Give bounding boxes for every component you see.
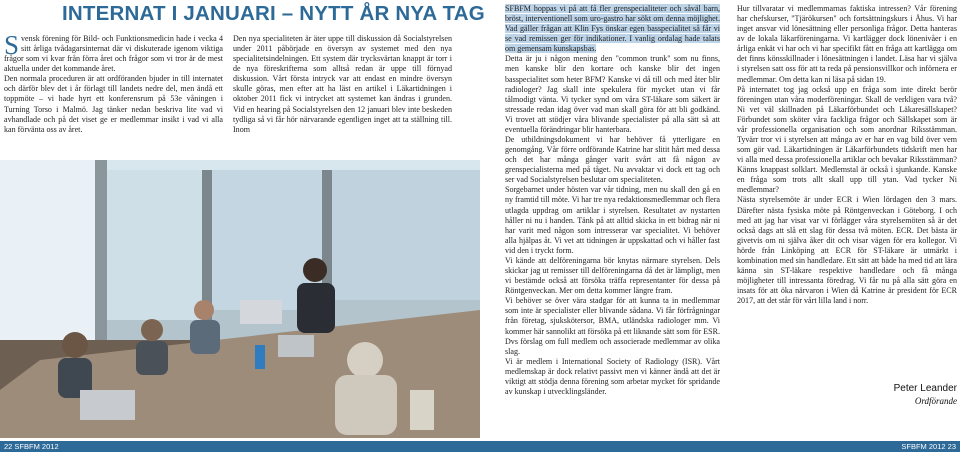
intro-text: vensk förening för Bild- och Funktionsmedicin hade i vecka 4 sitt årliga tvådagarsinternat där vi diskuterade igenom viktiga frågor som vi kvar från förra året och frågor som vi tror är de mest aktuella under det kommande året. [4,34,223,74]
meeting-photo [0,160,480,438]
footer-page-right: SFBFM 2012 23 [901,442,956,451]
body-paragraph: Nästa styrelsemöte är under ECR i Wien lördagen den 3 mars. Därefter nästa fysiska möte på Röntgenveckan i Göteborg. I och med att jag har visat var vi förlägger våra styrelsemöten så är det också dags att slå ett slag för dessa två möten. ECR. Det bästa är givetvis om ni själva åker dit och visar vägen för era kollegor. Vi hörde från Linköping att ECR för ST-läkare är utmärkt i kombination med sin handledare. Ett sätt att både ha med tid att lära känna sin ST-läkare respektive handledare och få många möjligheter till intressanta föredrag. Vi får nu på alla sätt göra en insats för att öka närvaron i Wien då Katrine är president för ECR 2017, att det står för vårt lilla land i norr. [737,195,957,306]
footer-page-left: 22 SFBFM 2012 [4,442,59,451]
body-paragraph: De utbildningsdokument vi har behöver få ytterligare en genomgång. Vår förre ordförande Katrine har slitit hårt med dessa och det har många gånger varit svårt att få någon av grenspecialisterna med på tåget. Nu avvaktar vi dock ett tag och ser vad Socialstyrelsen beslutar om specialiteten. [505,135,720,185]
intro-column [4,30,223,162]
body-paragraph: Vi kände att delföreningarna bör knytas närmare styrelsen. Dels skickar jag ut remisser till delföreningarna då det är lämpligt, men vi bestämde också att försöka träffa representanter för dessa på Röntgenveckan. Mer om detta kommer längre fram. [505,255,720,296]
footer-bar [0,441,960,452]
meeting-photo-illustration [0,160,480,438]
body-paragraph: På internatet tog jag också upp en fråga som inte direkt berör föreningen utan våra moderföreningar. Skall de verkligen vara två? Ni vet väl skillnaden på Läkarförbundet och Läkaresällskapet? Förbundet som sköter våra fackliga frågor och Sällskapet som är vår professionella organisation och som anordnar Riksstämman. Tyvärr tror vi i styrelsen att många av er har en vag bild över vem som gör vad. Läkartidningen är Läkarförbundets tidskrift men har vi alla med dessa professionella artiklar och bevakar Riksstämman? Känns knappast solklart. Medlemstal är också i sjunkande. Kanske en fråga som trots allt skall upp till ytan. Vad tycker Ni medlemmar? [737,84,957,195]
intro-paragraph [4,30,223,74]
fourth-column [737,4,957,344]
body-paragraph: Detta är ju i någon mening den "common trunk" som nu finns, men kanske blir den kortare och kanske blir det ingen basspecialitet som heter BFM? Kanske vi då till och med åter blir radiologer? Jag skall inte spekulera för mycket utan vi får tålmodigt vänta. Vi tycker synd om våra ST-läkare som säkert är stressade redan idag över vad man skall göra för att bli godkänd. Vi trovet att stödjer våra blivande specialister på alla sätt så att eventuella förändringar blir hanterbara. [505,54,720,134]
third-column [505,4,720,396]
highlighted-paragraph [505,4,720,54]
signature-role: Ordförande [914,396,957,406]
article-headline: INTERNAT I JANUARI – NYTT ÅR NYA TAG [62,2,485,25]
drop-cap: S [4,30,20,60]
body-paragraph: Vi behöver se över vära stadgar för att kunna ta in medlemmar som inte är specialister eller blivande sådana. Vi får förfrågningar från företag, sjukskötersor, BMA, utländska radiologer mm. Vi kommer här sannolikt att försöka på ett liknande sätt som för ESR. Dvs förslag om full medlem och associerade medlemmar av olika slag. [505,296,720,356]
highlighted-text: SFBFM hoppas vi på att få fler grenspecialiteter och såväl barn, bröst, interventionell som uro-gastro har sökt om denna möjlighet. Vad gäller frågan att Klin Fys önskar egen basspecialitet så får vi se vad remissen ger för indikationer. I vanlig ordalag hade talats om gemensam kunskapsbas. [505,4,720,54]
second-column [233,34,452,134]
body-paragraph: Den normala proceduren är att ordföranden bjuder in till internatet och därför blev det i år förlagt till landets nedre del, men ändå ett toppmöte – vi hade hyrt ett konferensrum på 53e våningen i Turning Torso i Malmö. Jag tänker nedan beskriva lite vad vi avhandlade och på det viset ge er medlemmar insikt i vad vi alla kan förvänta oss av året. [4,74,223,134]
body-paragraph: Den nya specialiteten är äter uppe till diskussion då Socialstyrelsen under 2011 påbörjade en översyn av systemet med den nya specialitetsindelningen. Ett system där trycksvärtan knappt är torr i de nya föreskrifterna som alltså redan är uppe till förnyad diskussion. Vårt första intryck var att endast en mindre översyn skulle göras, men efter att ha läst en artikel i Läkartidningen i oktober 2011 fick vi intrycket att systemet kan ändras i grunden. Vid en hearing på Socialstyrelsen den 12 januari blev inte beskeden tydliga så vi får hör närvarande egentligen inget att ta ställning till. Inom [233,34,452,134]
body-paragraph: Sorgebarnet under hösten var vår tidning, men nu skall den gå en ny framtid till möte. Vi har tre nya redaktionsmedlemmar och flera utlagda uppdrag om artiklar i styrelsen. Resultatet av nystarten håller ni nu i handen. Tänk på att alltid skicka in ett bidrag när ni har varit med någon som intresserar var specialitet. Vi behöver alla hjälpas åt. Vi vet att tidningen är uppskattad och vi håller fast vid den i tryckt form. [505,185,720,255]
signature-name: Peter Leander [893,383,957,394]
body-paragraph: Vi är medlem i International Society of Radiology (ISR). Vårt medlemskap är dock relativt passivt men vi känner ändå att det är viktigt att stödja denna förening som arbetar mycket för spridande av kunskap i utvecklingsländer. [505,356,720,396]
body-paragraph: Hur tillvaratar vi medlemmarnas faktiska intressen? Vår förening har chefskurser, "Tjärökursen" och fortsättningskurs i Åhus. Vi har inget ansvar vid lönesättning eller personliga frågor. Detta hanteras av de lokala läkarföreningarna. Vi kartlägger dock lönenivåer i en årliga enkät vi har och vi har specifikt fått en fråga att kartlägga om det finns könsskillnader i lönesättningen i landet. Läsa har vi själva i styrelsen satt oss för att ta reda på pensionsvillkor och införnera er medlemmar. Om detta kan ni läsa på sidan 19. [737,4,957,84]
